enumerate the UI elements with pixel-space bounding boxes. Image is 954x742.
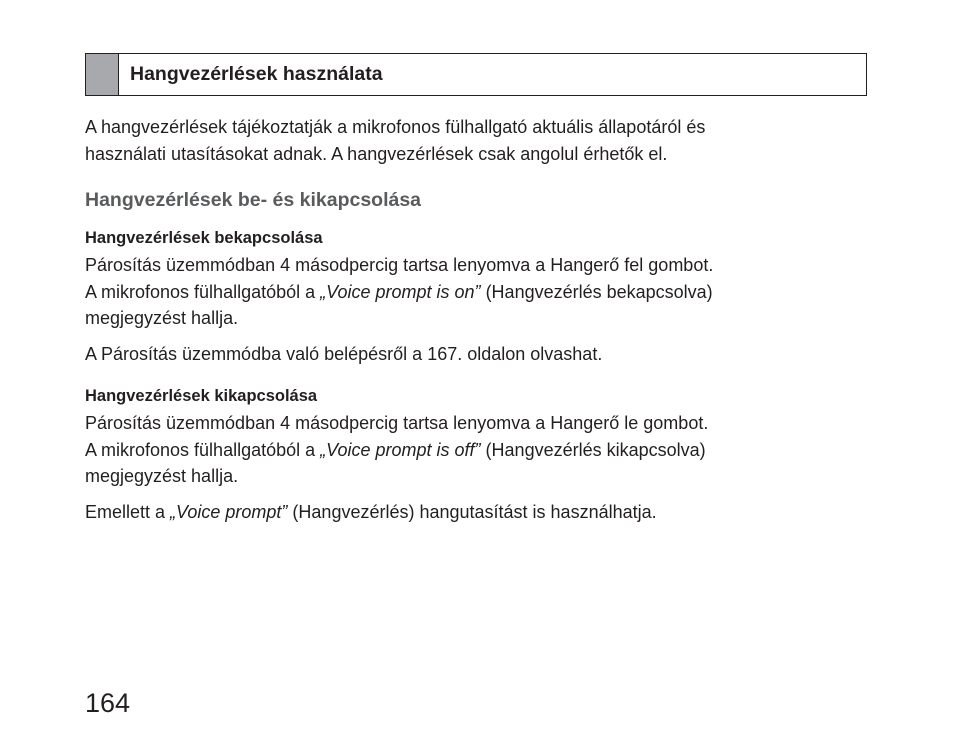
- on-line-text: (Hangvezérlés bekapcsolva): [480, 281, 713, 302]
- on-line: [85, 279, 865, 306]
- final-text: (Hangvezérlés) hangutasítást is használhatja.: [287, 501, 657, 522]
- main-content: [85, 114, 865, 525]
- subsection-title-on: Hangvezérlések bekapcsolása: [85, 229, 323, 247]
- off-line: megjegyzést hallja.: [85, 466, 239, 486]
- pairing-note: A Párosítás üzemmódba való belépésről a 167. oldalon olvashat.: [85, 343, 603, 364]
- final-text: Emellett a: [85, 501, 171, 522]
- off-line-text: A mikrofonos fülhallgatóból a: [85, 439, 321, 460]
- on-line: megjegyzést hallja.: [85, 308, 239, 328]
- intro-line: használati utasításokat adnak. A hangvezérlések csak angolul érhetők el.: [85, 143, 668, 164]
- final-paragraph: [85, 499, 865, 526]
- subsection-title-off: Hangvezérlések kikapcsolása: [85, 387, 318, 405]
- off-line-text: (Hangvezérlés kikapcsolva): [480, 439, 706, 460]
- on-paragraph: [85, 252, 865, 332]
- page-title: Hangvezérlések használata: [130, 63, 383, 85]
- voice-prompt-quote: „Voice prompt”: [170, 501, 288, 522]
- voice-prompt-on-quote: „Voice prompt is on”: [320, 281, 481, 302]
- off-line: [85, 437, 865, 464]
- on-line-text: A mikrofonos fülhallgatóból a: [85, 281, 321, 302]
- section-header: [85, 53, 867, 96]
- voice-prompt-off-quote: „Voice prompt is off”: [320, 439, 481, 460]
- off-paragraph: [85, 410, 865, 490]
- header-tab-marker: [86, 54, 119, 95]
- section-title: Hangvezérlések be- és kikapcsolása: [85, 189, 422, 211]
- on-line: Párosítás üzemmódban 4 másodpercig tartsa lenyomva a Hangerő fel gombot.: [85, 255, 714, 275]
- intro-line: A hangvezérlések tájékoztatják a mikrofonos fülhallgató aktuális állapotáról és: [85, 117, 706, 137]
- off-line: Párosítás üzemmódban 4 másodpercig tartsa lenyomva a Hangerő le gombot.: [85, 413, 709, 433]
- intro-paragraph: [85, 114, 865, 167]
- page-number: 164: [85, 688, 131, 718]
